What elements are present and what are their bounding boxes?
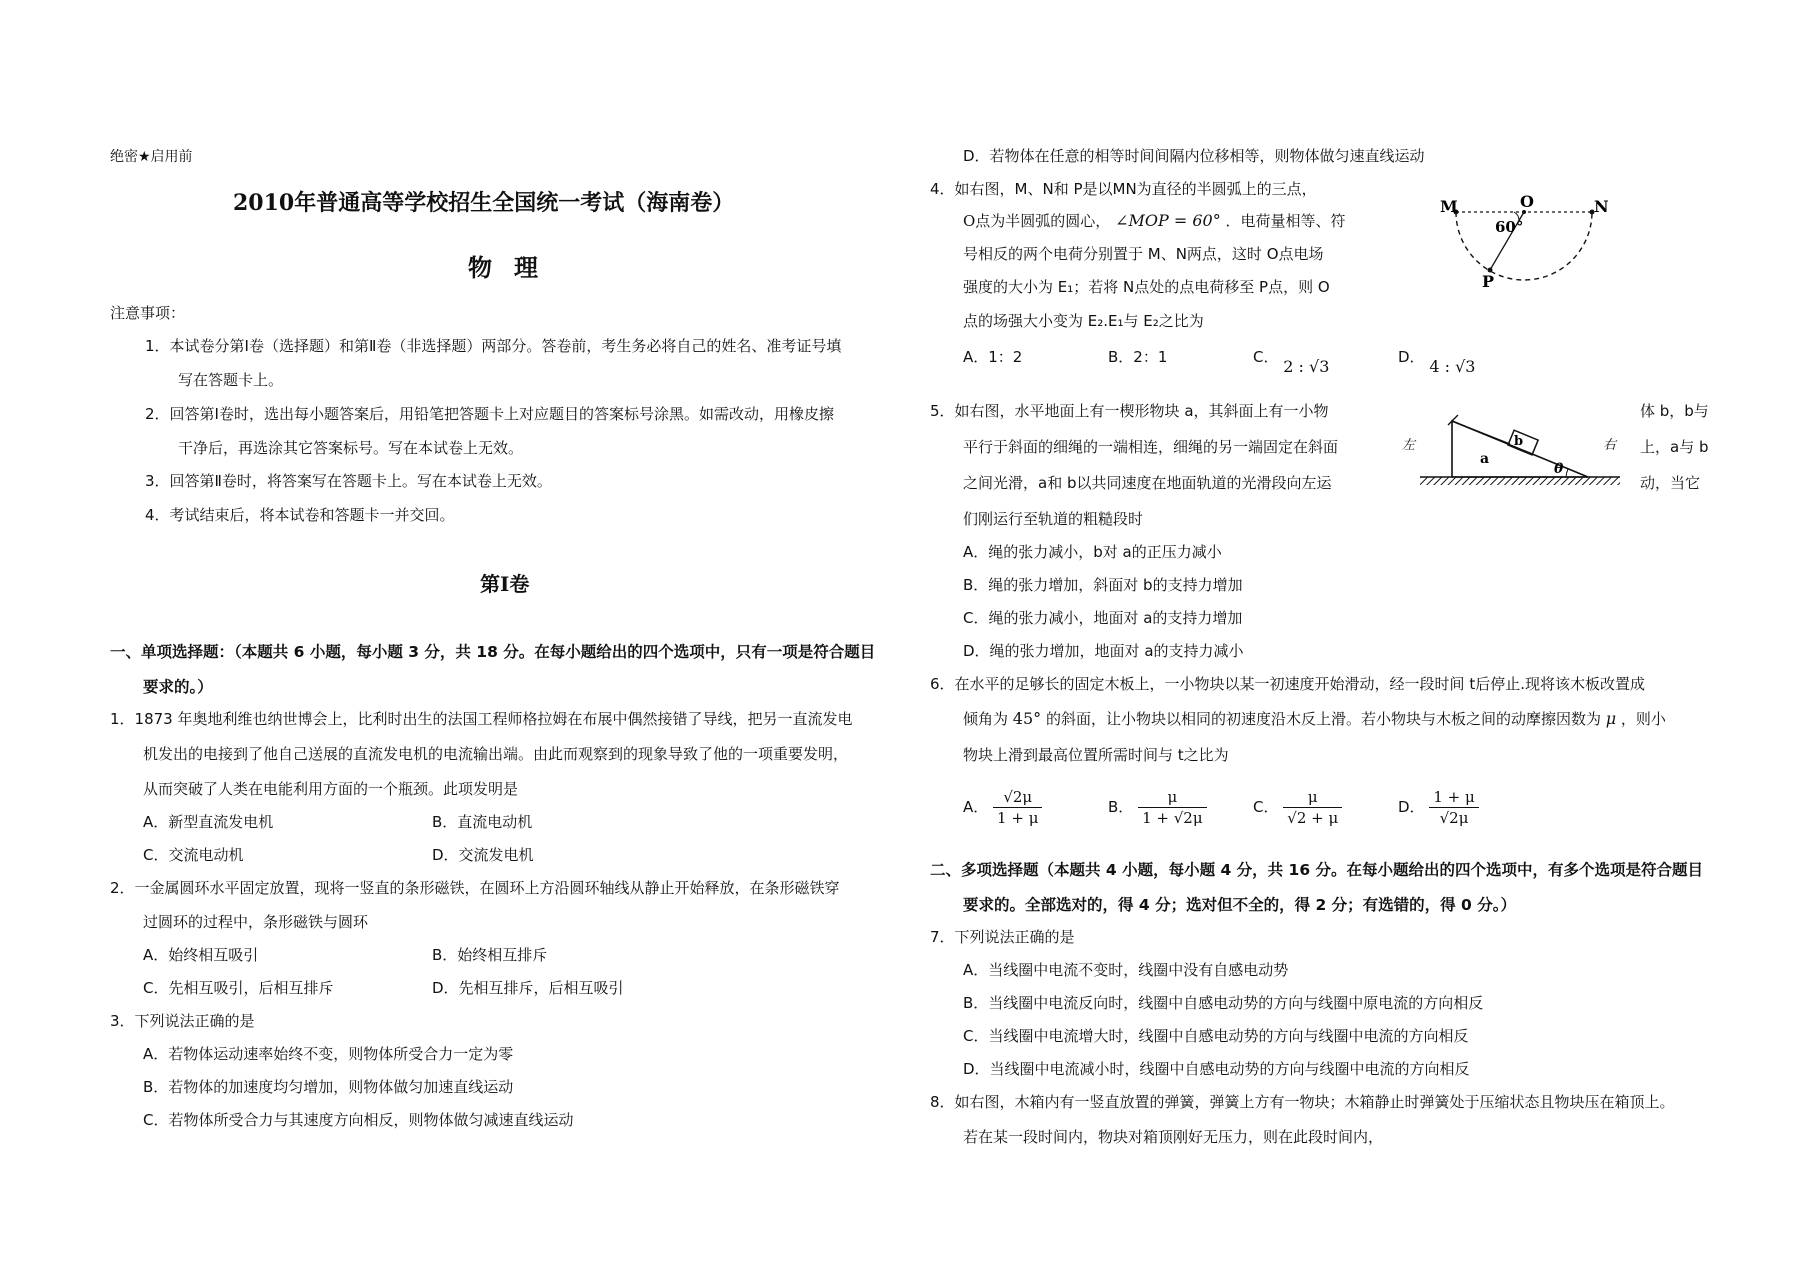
q4-option-d-value: 4 : √3 <box>1429 357 1476 376</box>
q6-line-2-b: 的斜面，让小物块以相同的初速度沿木反上滑。若小物块与木板之间的动摩擦因数为 <box>1045 710 1601 728</box>
q5-line-1-end: 体 b，b与 <box>1640 402 1709 420</box>
label-b: b <box>1514 434 1524 449</box>
q7-line-1: 7．下列说法正确的是 <box>930 928 1075 946</box>
q4-line-5: 点的场强大小变为 E₂.E₁与 E₂之比为 <box>963 312 1204 330</box>
label-m: M <box>1440 197 1458 216</box>
q6-option-d <box>1398 788 1479 827</box>
label-right: 右 <box>1603 438 1617 453</box>
q2-option-a: A．始终相互吸引 <box>143 946 259 964</box>
q6-c-numerator: μ <box>1283 788 1342 808</box>
label-left: 左 <box>1402 438 1416 453</box>
q6-line-2-a: 倾角为 <box>963 710 1009 728</box>
section-1-heading-cont: 要求的。） <box>143 678 213 696</box>
q6-option-b <box>1108 788 1207 827</box>
q8-line-1: 8．如右图，木箱内有一竖直放置的弹簧，弹簧上方有一物块；木箱静止时弹簧处于压缩状态且物块压在箱顶上。 <box>930 1093 1675 1111</box>
q6-option-d-fraction <box>1429 788 1478 827</box>
q5-option-c: C．绳的张力减小，地面对 a的支持力增加 <box>963 609 1243 627</box>
q6-line-1: 6．在水平的足够长的固定木板上，一小物块以某一初速度开始滑动，经一段时间 t后停止.现将该木板改置成 <box>930 675 1645 693</box>
note-1-line-1: 1．本试卷分第Ⅰ卷（选择题）和第Ⅱ卷（非选择题）两部分。答卷前，考生务必将自己的姓名、准考证号填 <box>145 337 842 355</box>
q4-option-c-label: C． <box>1253 348 1279 366</box>
q1-line-2: 机发出的电接到了他自己送展的直流发电机的电流输出端。由此而观察到的现象导致了他的一项重要发明， <box>143 745 849 763</box>
q5-option-d: D．绳的张力增加，地面对 a的支持力减小 <box>963 642 1244 660</box>
q6-d-numerator: 1 + μ <box>1429 788 1478 808</box>
q6-option-c-label: C． <box>1253 798 1279 816</box>
q1-option-b: B．直流电动机 <box>432 813 533 831</box>
q4-line-4: 强度的大小为 E₁；若将 N点处的点电荷移至 P点，则 O <box>963 278 1330 296</box>
q2-option-b: B．始终相互排斥 <box>432 946 548 964</box>
q1-line-1: 1．1873 年奥地利维也纳世博会上，比利时出生的法国工程师格拉姆在布展中偶然接错了导线，把另一直流发电 <box>110 710 853 728</box>
q5-option-a: A．绳的张力减小，b对 a的正压力减小 <box>963 543 1222 561</box>
q6-mu: μ <box>1605 709 1617 728</box>
q6-option-a-fraction <box>993 788 1042 827</box>
q3-option-a: A．若物体运动速率始终不变，则物体所受合力一定为零 <box>143 1045 514 1063</box>
q1-option-a: A．新型直流发电机 <box>143 813 274 831</box>
q6-c-denominator: √2 + μ <box>1287 809 1339 827</box>
q5-option-b: B．绳的张力增加，斜面对 b的支持力增加 <box>963 576 1243 594</box>
angle-mop-formula: ∠MOP = 60° <box>1115 211 1221 230</box>
q4-line-3: 号相反的两个电荷分别置于 M、N两点，这时 O点电场 <box>963 245 1324 263</box>
q4-line-2-text: O点为半圆弧的圆心， <box>963 212 1111 230</box>
q6-line-2 <box>963 708 1666 729</box>
q6-a-numerator: √2μ <box>993 788 1042 808</box>
q4-semicircle-figure <box>1430 190 1610 290</box>
q6-a-denominator: 1 + μ <box>997 809 1039 827</box>
q6-d-denominator: √2μ <box>1439 809 1469 827</box>
section-2-heading: 二、多项选择题（本题共 4 小题，每小题 4 分，共 16 分。在每小题给出的四个选项中，有多个选项是符合题目 <box>930 861 1704 879</box>
note-3: 3．回答第Ⅱ卷时，将答案写在答题卡上。写在本试卷上无效。 <box>145 472 552 490</box>
section-2-heading-cont: 要求的。全部选对的，得 4 分；选对但不全的，得 2 分；有选错的，得 0 分。） <box>963 896 1516 914</box>
q5-line-2: 平行于斜面的细绳的一端相连，细绳的另一端固定在斜面 <box>963 438 1339 456</box>
q4-line-2-tail: ．电荷量相等、符 <box>1225 212 1346 230</box>
q4-option-d <box>1398 346 1476 376</box>
exam-title: 2010年普通高等学校招生全国统一考试（海南卷） <box>233 190 735 216</box>
q4-option-c <box>1253 346 1330 376</box>
q6-line-2-c: ，则小 <box>1620 710 1666 728</box>
q7-option-b: B．当线圈中电流反向时，线圈中自感电动势的方向与线圈中原电流的方向相反 <box>963 994 1484 1012</box>
q6-option-b-label: B． <box>1108 798 1134 816</box>
note-2-line-1: 2．回答第Ⅰ卷时，选出每小题答案后，用铅笔把答题卡上对应题目的答案标号涂黑。如需改动，用橡皮擦 <box>145 405 834 423</box>
q1-line-3: 从而突破了人类在电能利用方面的一个瓶颈。此项发明是 <box>143 780 519 798</box>
q2-line-1: 2．一金属圆环水平固定放置，现将一竖直的条形磁铁，在圆环上方沿圆环轴线从静止开始释放，在条形磁铁穿 <box>110 879 840 897</box>
q5-line-4: 们刚运行至轨道的粗糙段时 <box>963 510 1144 528</box>
q5-line-3: 之间光滑，a和 b以共同速度在地面轨道的光滑段向左运 <box>963 474 1332 492</box>
q4-line-1: 4．如右图，M、N和 P是以MN为直径的半圆弧上的三点， <box>930 180 1317 198</box>
label-p: P <box>1482 272 1495 290</box>
q6-line-3: 物块上滑到最高位置所需时间与 t之比为 <box>963 746 1229 764</box>
label-a: a <box>1480 451 1490 467</box>
q7-option-d: D．当线圈中电流减小时，线圈中自感电动势的方向与线圈中电流的方向相反 <box>963 1060 1470 1078</box>
q4-line-2 <box>963 210 1346 231</box>
volume-1-heading: 第Ⅰ卷 <box>480 572 530 596</box>
q6-option-d-label: D． <box>1398 798 1425 816</box>
label-theta: θ <box>1554 461 1564 477</box>
q5-wedge-figure <box>1400 405 1625 495</box>
q5-line-1: 5．如右图，水平地面上有一楔形物块 a，其斜面上有一小物 <box>930 402 1329 420</box>
note-4: 4．考试结束后，将本试卷和答题卡一并交回。 <box>145 506 455 524</box>
q3-option-b: B．若物体的加速度均匀增加，则物体做匀加速直线运动 <box>143 1078 514 1096</box>
section-1-heading: 一、单项选择题：（本题共 6 小题，每小题 3 分，共 18 分。在每小题给出的四个选项中，只有一项是符合题目 <box>110 643 876 661</box>
confidential-mark: 绝密★启用前 <box>110 149 193 165</box>
q2-line-2: 过圆环的过程中，条形磁铁与圆环 <box>143 913 369 931</box>
q5-line-3-end: 动，当它 <box>1640 474 1701 492</box>
q4-option-b: B．2：1 <box>1108 348 1168 366</box>
q7-option-a: A．当线圈中电流不变时，线圈中没有自感电动势 <box>963 961 1289 979</box>
q6-angle-45: 45° <box>1012 709 1042 728</box>
q6-b-numerator: μ <box>1138 788 1207 808</box>
note-2-line-2: 干净后，再选涂其它答案标号。写在本试卷上无效。 <box>178 439 524 457</box>
label-n: N <box>1594 197 1609 216</box>
label-o: O <box>1520 192 1534 211</box>
q1-option-c: C．交流电动机 <box>143 846 244 864</box>
note-1-line-2: 写在答题卡上。 <box>178 371 284 389</box>
label-angle-60: 60° <box>1495 218 1524 236</box>
q3-option-c: C．若物体所受合力与其速度方向相反，则物体做匀减速直线运动 <box>143 1111 574 1129</box>
q3-option-d: D．若物体在任意的相等时间间隔内位移相等，则物体做匀速直线运动 <box>963 147 1425 165</box>
q6-option-a-label: A． <box>963 798 989 816</box>
q1-option-d: D．交流发电机 <box>432 846 534 864</box>
subject-title: 物理 <box>468 253 560 282</box>
q4-option-d-label: D． <box>1398 348 1425 366</box>
q6-option-c-fraction <box>1283 788 1342 827</box>
q4-option-c-value: 2 : √3 <box>1283 357 1330 376</box>
q7-option-c: C．当线圈中电流增大时，线圈中自感电动势的方向与线圈中电流的方向相反 <box>963 1027 1469 1045</box>
q5-line-2-end: 上，a与 b <box>1640 438 1709 456</box>
q4-option-a: A．1：2 <box>963 348 1023 366</box>
q2-option-c: C．先相互吸引，后相互排斥 <box>143 979 334 997</box>
q6-b-denominator: 1 + √2μ <box>1142 809 1203 827</box>
q6-option-c <box>1253 788 1342 827</box>
q8-line-2: 若在某一段时间内，物块对箱顶刚好无压力，则在此段时间内， <box>963 1128 1384 1146</box>
q6-option-b-fraction <box>1138 788 1207 827</box>
q2-option-d: D．先相互排斥，后相互吸引 <box>432 979 624 997</box>
notes-heading: 注意事项： <box>110 304 186 322</box>
q3-line-1: 3．下列说法正确的是 <box>110 1012 255 1030</box>
q6-option-a <box>963 788 1042 827</box>
